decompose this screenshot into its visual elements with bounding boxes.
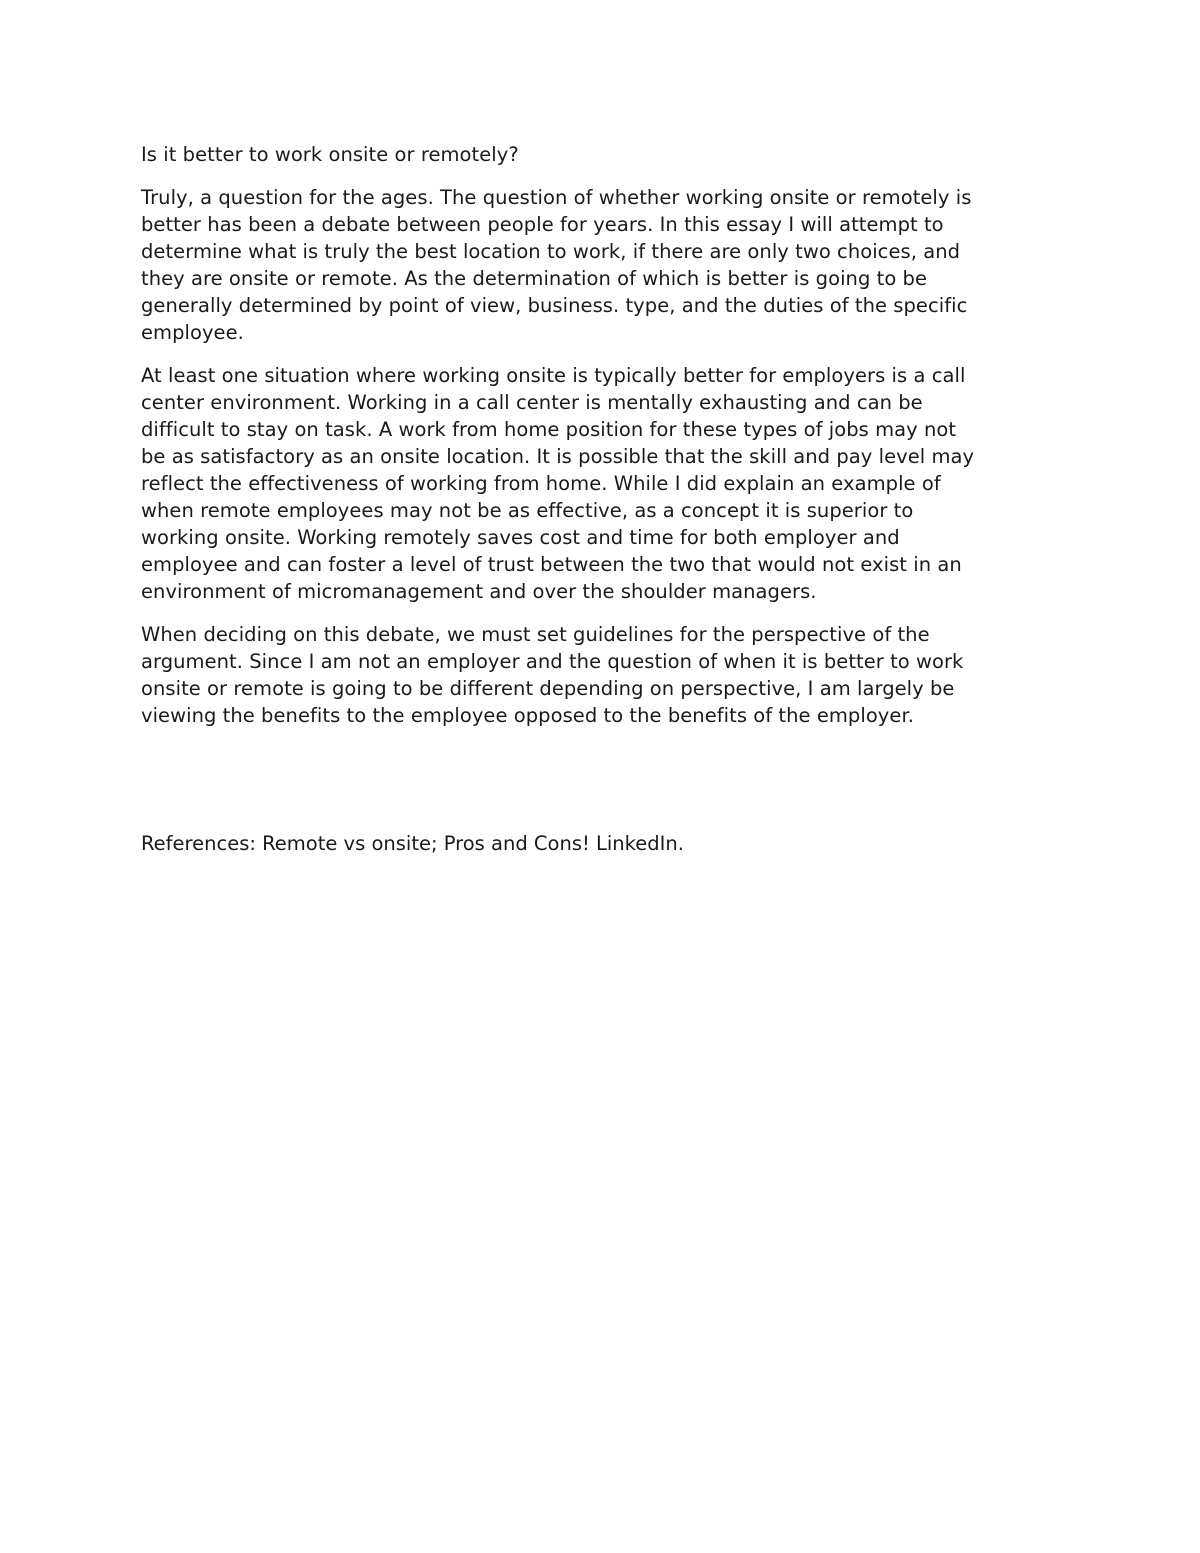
paragraph-line: argument. Since I am not an employer and the question of when it is better to work [141, 650, 964, 673]
paragraph-3 [141, 621, 1071, 729]
paragraph-line: Truly, a question for the ages. The question of whether working onsite or remotely is [141, 186, 972, 209]
paragraph-line: when remote employees may not be as effective, as a concept it is superior to [141, 499, 914, 522]
paragraph-line: At least one situation where working onsite is typically better for employers is a call [141, 364, 966, 387]
references-line: References: Remote vs onsite; Pros and Cons! LinkedIn. [141, 832, 684, 855]
paragraph-line: be as satisfactory as an onsite location. It is possible that the skill and pay level may [141, 445, 975, 468]
paragraph-line: When deciding on this debate, we must set guidelines for the perspective of the [141, 623, 930, 646]
paragraph-line: environment of micromanagement and over the shoulder managers. [141, 580, 817, 603]
paragraph-line: employee. [141, 321, 244, 344]
paragraph-1 [141, 184, 1071, 346]
document-body [141, 141, 1071, 745]
paragraph-line: working onsite. Working remotely saves cost and time for both employer and [141, 526, 900, 549]
paragraph-2 [141, 362, 1071, 605]
paragraph-line: difficult to stay on task. A work from home position for these types of jobs may not [141, 418, 957, 441]
paragraph-line: onsite or remote is going to be different depending on perspective, I am largely be [141, 677, 955, 700]
paragraph-line: center environment. Working in a call center is mentally exhausting and can be [141, 391, 923, 414]
paragraph-line: viewing the benefits to the employee opposed to the benefits of the employer. [141, 704, 914, 727]
paragraph-line: they are onsite or remote. As the determination of which is better is going to be [141, 267, 928, 290]
paragraph-line: employee and can foster a level of trust between the two that would not exist in an [141, 553, 962, 576]
document-title: Is it better to work onsite or remotely? [141, 143, 519, 166]
paragraph-line: reflect the effectiveness of working from home. While I did explain an example of [141, 472, 941, 495]
paragraph-line: generally determined by point of view, business. type, and the duties of the specific [141, 294, 968, 317]
paragraph-line: better has been a debate between people for years. In this essay I will attempt to [141, 213, 944, 236]
paragraph-line: determine what is truly the best location to work, if there are only two choices, and [141, 240, 961, 263]
